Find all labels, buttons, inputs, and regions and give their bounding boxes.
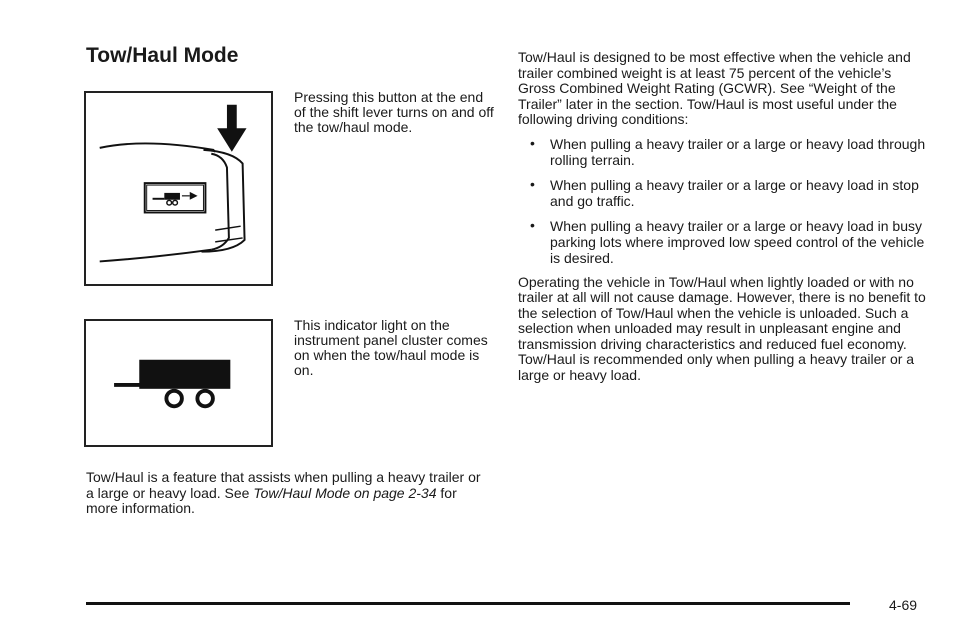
paragraph-text: Tow/Haul is a feature that assists when pulling a heavy trailer or a large or heavy load. See [86,469,481,501]
list-item-text: When pulling a heavy trailer or a large or heavy load through rolling terrain. [550,135,926,168]
list-item [518,177,928,209]
shift-lever-illustration [84,91,273,286]
list-item [518,218,928,266]
lever-caption: Pressing this button at the end of the shift lever turns on and off the tow/haul mode. [294,89,494,135]
bullet-icon: • [530,134,535,151]
tow-haul-intro-paragraph [86,470,491,517]
page-number: 4-69 [889,597,918,613]
bullet-icon: • [530,216,535,233]
indicator-light-illustration [84,319,273,447]
right-column [518,50,928,391]
cross-reference-link[interactable]: Tow/Haul Mode on page 2-34 [253,484,437,501]
conditions-list [518,136,928,266]
page-title: Tow/Haul Mode [86,44,239,67]
shift-lever-button-drawing [86,93,271,284]
indicator-caption: This indicator light on the instrument panel cluster comes on when the tow/haul mode is on. [294,317,488,378]
tow-haul-indicator-drawing [86,321,271,445]
list-item-text: When pulling a heavy trailer or a large or heavy load in stop and go traffic. [550,176,919,209]
press-arrow-icon [217,105,246,152]
bullet-icon: • [530,175,535,192]
closing-paragraph: Operating the vehicle in Tow/Haul when lightly loaded or with no trailer at all will not cause damage. However, there is no benefit to the selection of Tow/Haul when the vehicle is unloaded. Such a selection when unloaded may result in unpleasant engine and transmission driving characteristics and reduced fuel economy. Tow/Haul is recommended only when pulling a heavy trailer or a large or heavy load. [518,273,926,383]
list-item [518,136,928,168]
footer-rule [86,602,850,605]
conditions-intro-paragraph: Tow/Haul is designed to be most effective when the vehicle and trailer combined weight is at least 75 percent of the vehicle’s Gross Combined Weight Rating (GCWR). See “Weight of the Trailer” later in the section. Tow/Haul is most useful under the following driving conditions: [518,49,911,127]
paragraph-text: for more information. [86,484,457,516]
list-item-text: When pulling a heavy trailer or a large or heavy load in busy parking lots where improved low speed control of the vehicle is desired. [550,217,925,266]
trailer-indicator-icon [114,360,230,407]
